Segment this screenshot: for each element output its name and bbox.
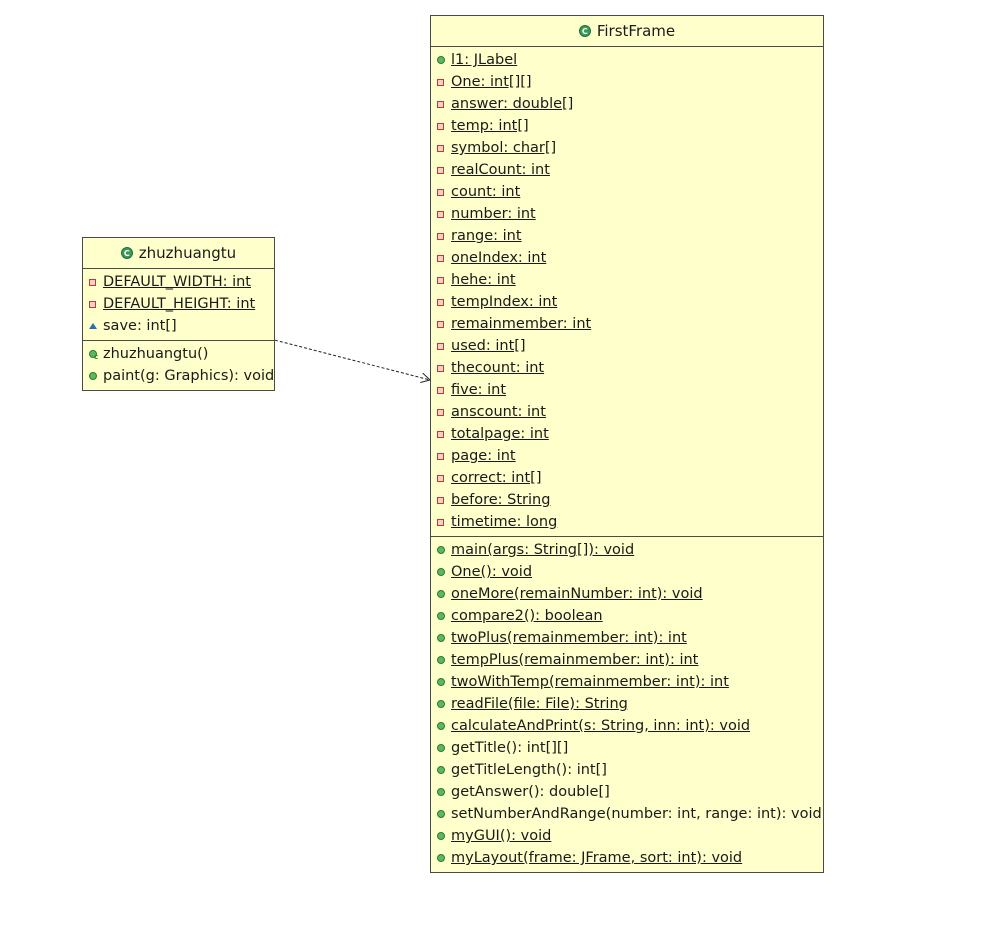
attribute-row[interactable] [431,269,823,291]
operation-row[interactable] [431,825,823,847]
private-visibility-icon [437,79,451,86]
operation-text: twoPlus(remainmember: int): int [451,630,687,646]
class-header [431,16,823,47]
package-visibility-icon [89,323,103,329]
operation-text: calculateAndPrint(s: String, inn: int): void [451,718,751,734]
attribute-row[interactable] [431,467,823,489]
class-icon: C [121,247,133,259]
attribute-row[interactable] [431,401,823,423]
operation-row[interactable] [431,583,823,605]
operation-text: oneMore(remainNumber: int): void [451,586,703,602]
class-name: zhuzhuangtu [138,244,237,262]
public-visibility-icon [437,766,451,774]
operation-row[interactable] [431,737,823,759]
operation-row[interactable] [431,539,823,561]
attribute-text: One: int[][] [451,74,532,90]
attribute-row[interactable] [431,357,823,379]
attribute-text: range: int [451,228,522,244]
operation-row[interactable] [431,561,823,583]
public-visibility-icon [437,546,451,554]
attribute-row[interactable] [431,159,823,181]
attribute-text: five: int [451,382,507,398]
operation-text: One(): void [451,564,533,580]
private-visibility-icon [437,519,451,526]
operation-text: getTitleLength(): int[] [451,762,607,778]
public-visibility-icon [437,722,451,730]
operation-text: paint(g: Graphics): void [103,368,275,384]
attribute-row[interactable] [431,445,823,467]
operations-section [431,536,823,872]
operation-text: readFile(file: File): String [451,696,628,712]
operation-text: getTitle(): int[][] [451,740,569,756]
attribute-text: correct: int[] [451,470,542,486]
attribute-text: answer: double[] [451,96,574,112]
operation-row[interactable] [431,627,823,649]
attribute-text: page: int [451,448,516,464]
operation-text: twoWithTemp(remainmember: int): int [451,674,729,690]
private-visibility-icon [437,409,451,416]
attribute-text: oneIndex: int [451,250,547,266]
operation-text: compare2(): boolean [451,608,603,624]
operation-text: tempPlus(remainmember: int): int [451,652,699,668]
attribute-text: before: String [451,492,551,508]
private-visibility-icon [437,453,451,460]
private-visibility-icon [437,343,451,350]
attribute-row[interactable] [431,489,823,511]
attribute-row[interactable] [83,271,274,293]
attribute-row[interactable] [431,225,823,247]
operation-row[interactable] [431,847,823,869]
operation-row[interactable] [431,781,823,803]
private-visibility-icon [437,123,451,130]
operation-text: main(args: String[]): void [451,542,635,558]
operation-row[interactable] [431,715,823,737]
public-visibility-icon [437,744,451,752]
private-visibility-icon [437,277,451,284]
operation-text: zhuzhuangtu() [103,346,209,362]
attribute-text: remainmember: int [451,316,592,332]
attribute-row[interactable] [431,115,823,137]
public-visibility-icon [437,788,451,796]
attribute-row[interactable] [431,291,823,313]
attribute-text: l1: JLabel [451,52,518,68]
private-visibility-icon [437,255,451,262]
attribute-text: count: int [451,184,521,200]
attribute-row[interactable] [83,293,274,315]
operation-row[interactable] [431,649,823,671]
public-visibility-icon [89,372,103,380]
attribute-text: anscount: int [451,404,546,420]
class-zhuzhuangtu[interactable] [82,237,275,391]
class-header [83,238,274,269]
attribute-text: tempIndex: int [451,294,558,310]
attribute-text: symbol: char[] [451,140,557,156]
attribute-text: thecount: int [451,360,545,376]
private-visibility-icon [437,321,451,328]
attribute-row[interactable] [431,247,823,269]
operation-row[interactable] [431,803,823,825]
dependency-line [275,340,430,380]
public-visibility-icon [437,634,451,642]
constructor-icon: c [89,350,103,358]
attribute-text: save: int[] [103,318,177,334]
operations-section [83,340,274,390]
operation-text: setNumberAndRange(number: int, range: int): void [451,806,822,822]
attribute-row[interactable] [431,203,823,225]
class-name: FirstFrame [596,22,676,40]
operation-text: myLayout(frame: JFrame, sort: int): void [451,850,743,866]
attribute-text: temp: int[] [451,118,529,134]
private-visibility-icon [437,431,451,438]
private-visibility-icon [437,365,451,372]
private-visibility-icon [437,189,451,196]
private-visibility-icon [89,301,103,308]
operation-row[interactable] [431,671,823,693]
attribute-text: realCount: int [451,162,550,178]
public-visibility-icon [437,590,451,598]
attribute-text: DEFAULT_WIDTH: int [103,274,251,290]
attribute-text: used: int[] [451,338,526,354]
attribute-row[interactable] [431,313,823,335]
attribute-row[interactable] [431,93,823,115]
attribute-row[interactable] [83,315,274,337]
private-visibility-icon [437,497,451,504]
private-visibility-icon [437,145,451,152]
operation-row[interactable] [431,693,823,715]
public-visibility-icon [437,56,451,64]
attribute-row[interactable] [431,423,823,445]
operation-row[interactable] [83,343,274,365]
attributes-section [431,47,823,536]
class-firstframe[interactable] [430,15,824,873]
public-visibility-icon [437,810,451,818]
public-visibility-icon [437,854,451,862]
operation-row[interactable] [83,365,274,387]
attribute-text: totalpage: int [451,426,549,442]
attribute-row[interactable] [431,71,823,93]
attribute-text: hehe: int [451,272,516,288]
private-visibility-icon [437,475,451,482]
public-visibility-icon [437,700,451,708]
attributes-section [83,269,274,340]
attribute-text: number: int [451,206,536,222]
attribute-row[interactable] [431,511,823,533]
attribute-row[interactable] [431,379,823,401]
operation-row[interactable] [431,605,823,627]
public-visibility-icon [437,656,451,664]
attribute-row[interactable] [431,137,823,159]
operation-text: getAnswer(): double[] [451,784,610,800]
public-visibility-icon [437,832,451,840]
public-visibility-icon [437,612,451,620]
private-visibility-icon [437,387,451,394]
attribute-row[interactable] [431,49,823,71]
private-visibility-icon [437,299,451,306]
operation-text: myGUI(): void [451,828,552,844]
attribute-text: DEFAULT_HEIGHT: int [103,296,256,312]
public-visibility-icon [437,678,451,686]
operation-row[interactable] [431,759,823,781]
private-visibility-icon [437,101,451,108]
public-visibility-icon [437,568,451,576]
class-icon: C [579,25,591,37]
private-visibility-icon [89,279,103,286]
attribute-row[interactable] [431,335,823,357]
attribute-row[interactable] [431,181,823,203]
private-visibility-icon [437,211,451,218]
private-visibility-icon [437,167,451,174]
private-visibility-icon [437,233,451,240]
attribute-text: timetime: long [451,514,558,530]
